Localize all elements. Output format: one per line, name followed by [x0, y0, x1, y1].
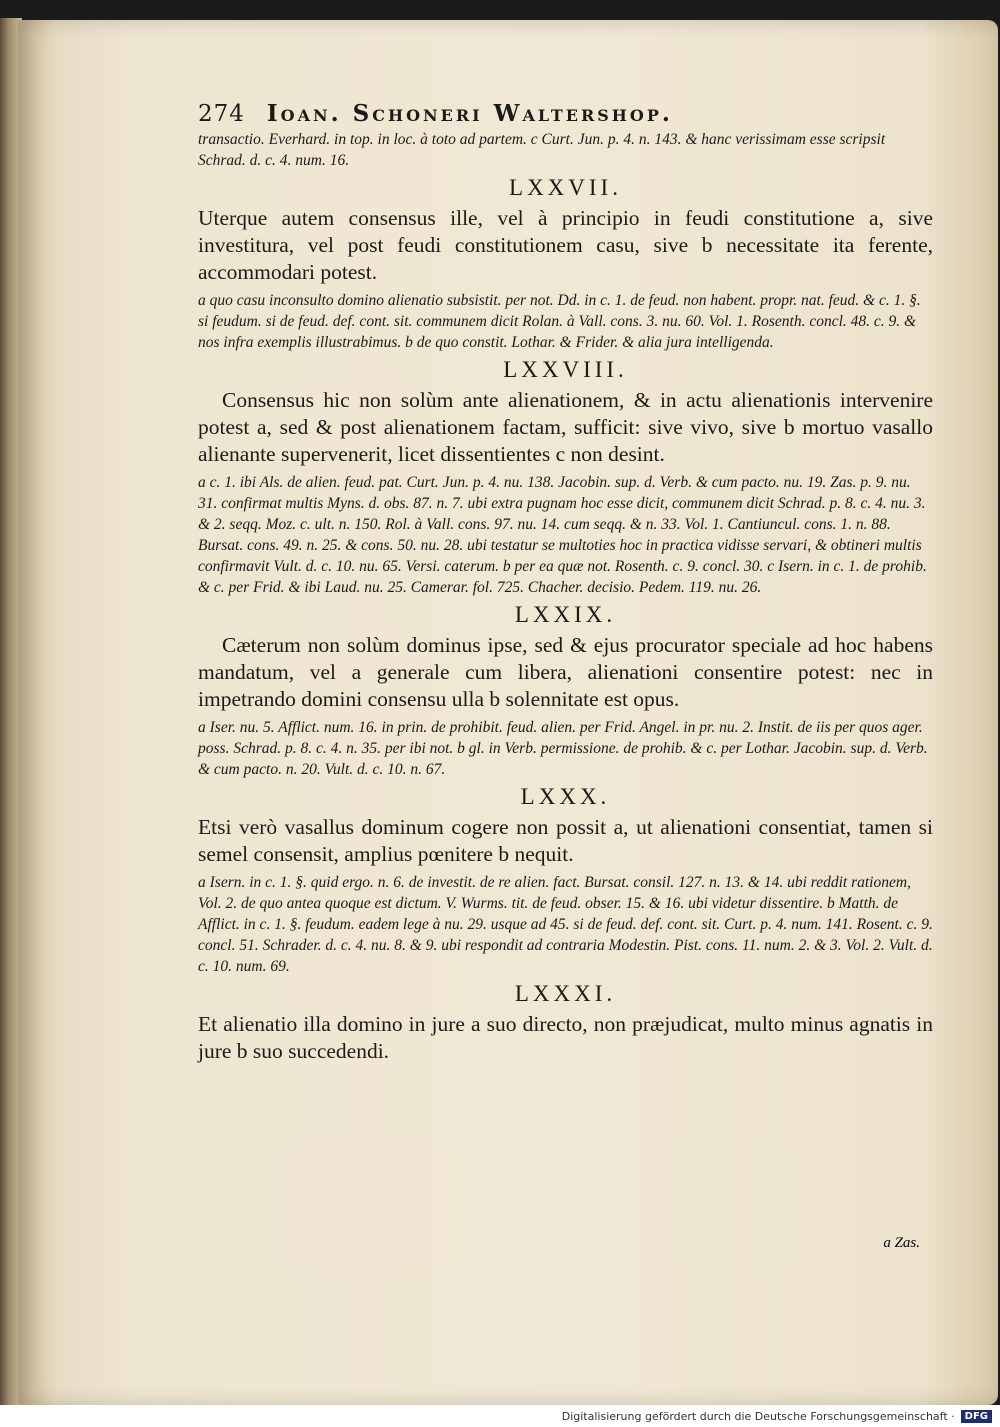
section-78: [198, 357, 933, 598]
section-77: [198, 175, 933, 353]
footer-credit: Digitalisierung gefördert durch die Deutsche Forschungsgemeinschaft ·: [561, 1409, 955, 1423]
section-body: Etsi verò vasallus dominum cogere non possit a, ut alienationi consentiat, tamen si semel consensit, amplius pœnitere b nequit.: [198, 815, 933, 866]
section-number: LXXX.: [520, 784, 611, 809]
dfg-logo-icon: DFG: [961, 1410, 992, 1423]
section-number: LXXVIII.: [503, 357, 628, 382]
section-number: LXXVII.: [509, 175, 622, 200]
section-notes: a c. 1. ibi Als. de alien. feud. pat. Curt. Jun. p. 4. nu. 138. Jacobin. sup. d. Verb. & cum pacto. nu. 19. Zas. p. 9. nu. 31. confirmat multis Myns. d. obs. 87. n. 7. ubi extra pugnam hoc esse dicit, communem dicit Schrad. p. 8. c. 4. nu. 3. & 2. seqq. Moz. c. ult. n. 150. Rol. à Vall. cons. 97. nu. 14. cum seqq. & n. 33. Vol. 1. Cantiuncul. cons. 1. n. 88. Bursat. cons. 49. n. 25. & cons. 50. nu. 28. ubi testatur se multoties hoc in practica vidisse servari, & obtineri multis confirmavit Vult. d. c. 10. nu. 65. Versi. caterum. b per ea quæ not. Rosenth. c. 9. concl. 30. c Isern. in c. 1. de prohib. & c. per Frid. & ibi Laud. nu. 25. Camerar. fol. 725. Chacher. decisio. Pedem. 119. nu. 26.: [198, 474, 927, 596]
section-81: [198, 981, 933, 1065]
intro-note: transactio. Everhard. in top. in loc. à toto ad partem. c Curt. Jun. p. 4. n. 143. & hanc verissimam esse scripsit Schrad. d. c. 4. num. 16.: [198, 131, 886, 169]
section-80: [198, 784, 933, 977]
page-number: 274: [198, 101, 245, 127]
section-body: Et alienatio illa domino in jure a suo directo, non præjudicat, multo minus agnatis in jure b suo succedendi.: [198, 1012, 933, 1063]
section-notes: a quo casu inconsulto domino alienatio subsistit. per not. Dd. in c. 1. de feud. non habent. propr. nat. feud. & c. 1. §. si feudum. si de feud. def. cont. sit. communem dicit Rolan. à Vall. cons. 3. nu. 60. Vol. 1. Rosenth. concl. 48. c. 9. & nos infra exemplis illustrabimus. b de quo constit. Lothar. & Frider. & alia jura intelligenda.: [198, 292, 921, 351]
section-number: LXXXI.: [514, 981, 617, 1006]
page-header: [198, 100, 933, 127]
running-title: Ioan. Schoneri Waltershop.: [266, 100, 673, 127]
section-body: Uterque autem consensus ille, vel à principio in feudi constitutione a, sive investitura, vel post feudi constitutionem casu, sive b necessitate ita ferente, accommodari potest.: [198, 206, 933, 284]
section-notes: a Iser. nu. 5. Afflict. num. 16. in prin. de prohibit. feud. alien. per Frid. Angel. in pr. nu. 2. Instit. de iis per quos ager. poss. Schrad. p. 8. c. 4. n. 35. per ibi not. b gl. in Verb. permissione. de prohib. & c. per Lothar. Jacobin. sup. d. Verb. & cum pacto. n. 20. Vult. d. c. 10. n. 67.: [198, 719, 928, 778]
digitization-footer: [0, 1405, 1000, 1427]
section-body: Consensus hic non solùm ante alienationem, & in actu alienationis intervenire potest a, sed & post alienationem factam, sufficit: sive vivo, sive b mortuo vasallo alienante supervenerit, licet dissentientes c non desint.: [198, 388, 933, 466]
section-number: LXXIX.: [514, 602, 617, 627]
page-content: [198, 100, 933, 1069]
section-79: [198, 602, 933, 780]
section-notes: a Isern. in c. 1. §. quid ergo. n. 6. de investit. de re alien. fact. Bursat. consil. 127. n. 13. & 14. ubi reddit rationem, Vol. 2. de quo antea quoque est dictum. V. Wurms. tit. de feud. obser. 15. & 16. ubi videtur dissentire. b Matth. de Afflict. in c. 1. §. feudum. eadem lege à nu. 29. usque ad 45. si de feud. def. cont. sit. Curt. p. 4. num. 141. Rosent. c. 9. concl. 51. Schrader. d. c. 4. nu. 8. & 9. ubi respondit ad contraria Modestin. Pist. cons. 11. num. 2. & 3. Vol. 2. Vult. d. c. 10. num. 69.: [198, 874, 933, 975]
catchword: a Zas.: [883, 1235, 920, 1251]
section-body: Cæterum non solùm dominus ipse, sed & ejus procurator speciale ad hoc habens mandatum, vel a generale cum libera, alienationi consentire potest: nec in impetrando domini consensu ulla b solennitate est opus.: [198, 633, 933, 711]
